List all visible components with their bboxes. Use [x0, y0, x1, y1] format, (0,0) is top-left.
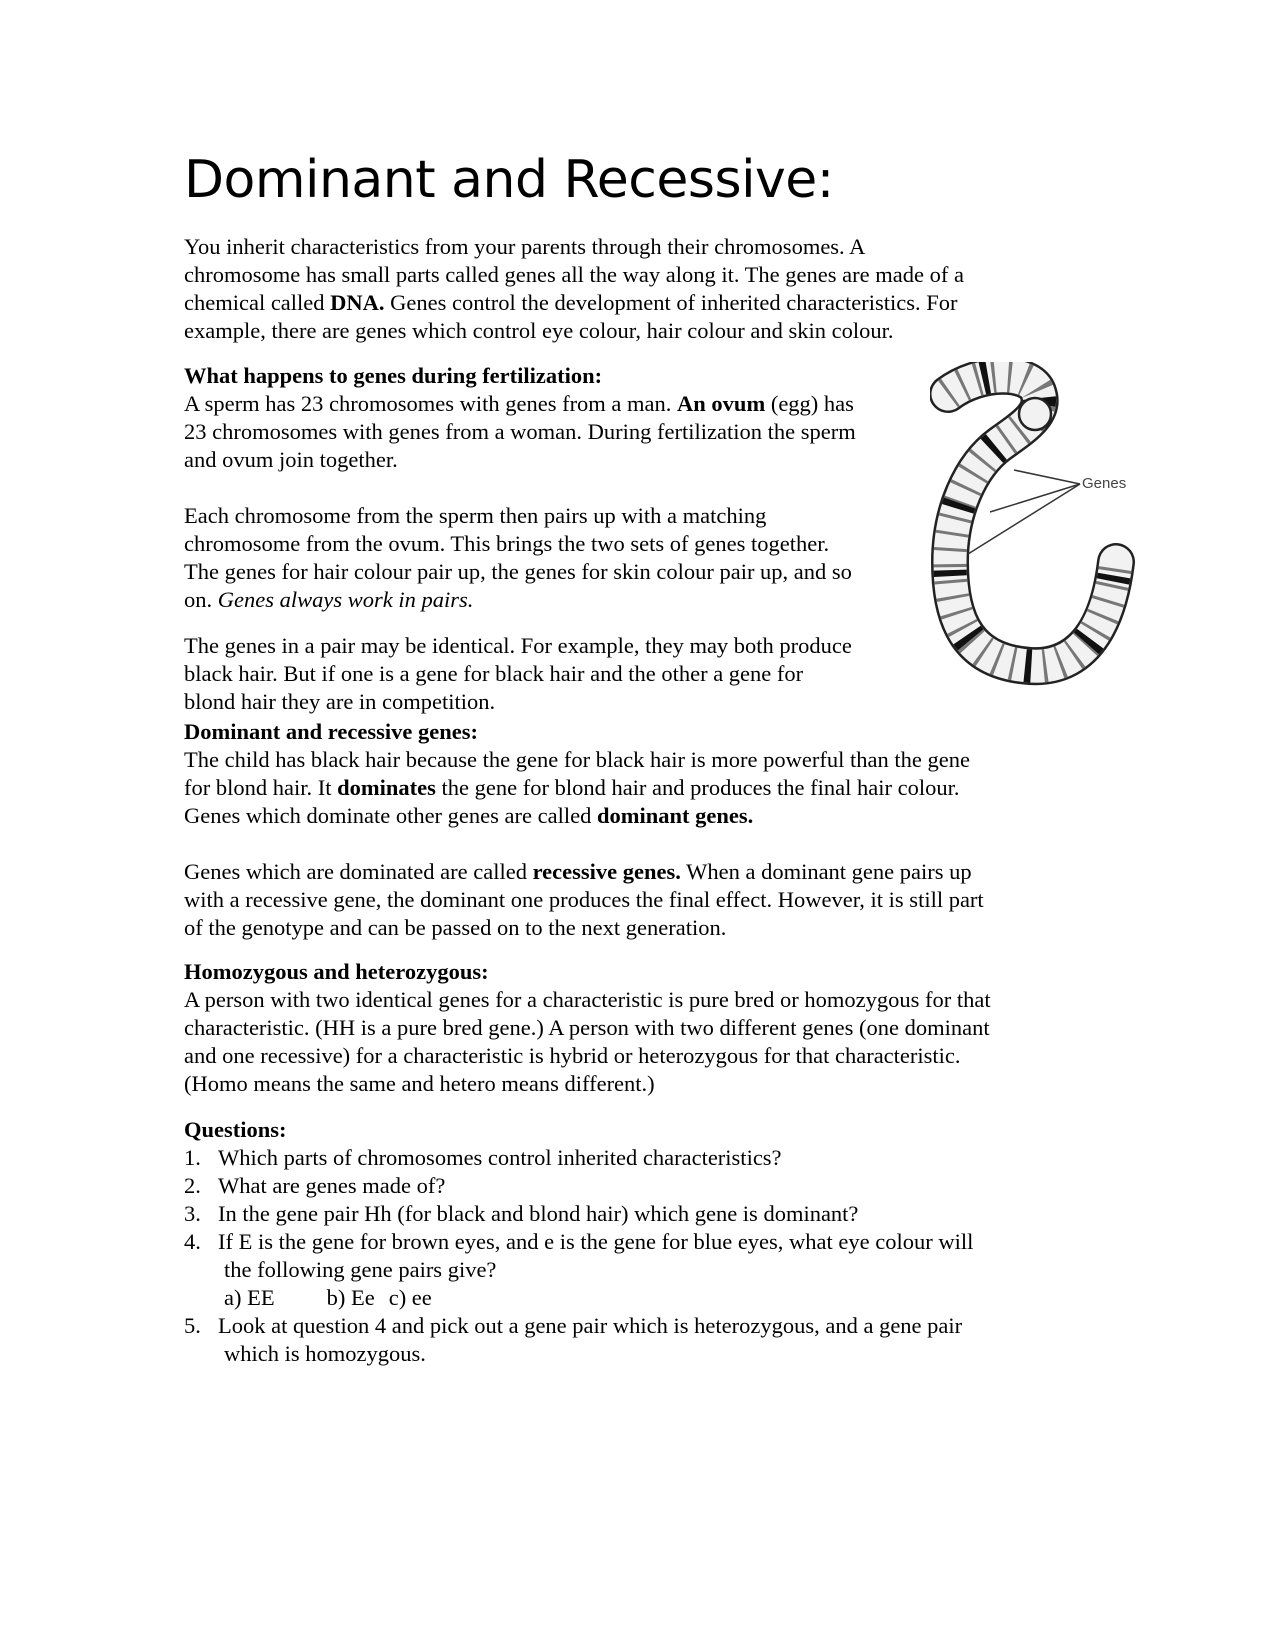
intro-line [184, 289, 964, 317]
page-title: Dominant and Recessive: [184, 150, 834, 210]
question-item [184, 1312, 973, 1368]
dominant-genes-term: dominant genes. [596, 803, 754, 828]
text-run: for blond hair. It [184, 775, 338, 800]
text-run: Genes control the development of inherited characteristics. For [384, 290, 958, 315]
ovum-term: An ovum [677, 391, 766, 416]
paragraph-line: A person with two identical genes for a characteristic is pure bred or homozygous for that [184, 987, 991, 1012]
text-run: Genes which dominate other genes are called [184, 803, 597, 828]
paragraph-line: The genes for hair colour pair up, the genes for skin colour pair up, and so [184, 559, 852, 584]
pointer-line [990, 484, 1080, 512]
intro-line: example, there are genes which control eye colour, hair colour and skin colour. [184, 318, 894, 343]
fertilization-section [184, 362, 856, 474]
paragraph-line: blond hair they are in competition. [184, 689, 496, 714]
text-run: the gene for blond hair and produces the final hair colour. [435, 775, 960, 800]
question-number: 2. [184, 1173, 201, 1198]
competition-paragraph [184, 632, 852, 716]
paragraph-line: and one recessive) for a characteristic is hybrid or heterozygous for that characteristic. [184, 1043, 961, 1068]
paragraph-line: Each chromosome from the sperm then pairs up with a matching [184, 503, 767, 528]
paragraph-line: black hair. But if one is a gene for black hair and the other a gene for [184, 661, 804, 686]
question-number: 5. [184, 1313, 201, 1338]
question-text: Which parts of chromosomes control inherited characteristics? [218, 1145, 782, 1170]
text-run: (egg) has [765, 391, 854, 416]
answer-options [218, 1284, 973, 1312]
paragraph-line: 23 chromosomes with genes from a woman. During fertilization the sperm [184, 419, 856, 444]
question-item [184, 1200, 973, 1228]
section-heading: Homozygous and heterozygous: [184, 959, 489, 984]
question-text: In the gene pair Hh (for black and blond hair) which gene is dominant? [218, 1201, 859, 1226]
question-item [184, 1144, 973, 1172]
option-c: c) ee [388, 1285, 432, 1310]
paragraph-line: The child has black hair because the gene for black hair is more powerful than the gene [184, 747, 970, 772]
recessive-paragraph [184, 858, 984, 942]
option-b: b) Ee [326, 1285, 375, 1310]
pairing-paragraph [184, 502, 852, 614]
section-heading: Dominant and recessive genes: [184, 719, 478, 744]
genes-label: Genes [1082, 475, 1127, 492]
text-run: A sperm has 23 chromosomes with genes from a man. [184, 391, 678, 416]
question-text: Look at question 4 and pick out a gene pair which is heterozygous, and a gene pair [218, 1313, 963, 1338]
paragraph-line: of the genotype and can be passed on to the next generation. [184, 915, 727, 940]
dominates-term: dominates [337, 775, 436, 800]
dna-term: DNA. [330, 290, 385, 315]
questions-section [184, 1116, 973, 1368]
paragraph-line [184, 858, 984, 886]
question-number: 4. [184, 1229, 201, 1254]
paragraph-line: and ovum join together. [184, 447, 398, 472]
question-number: 1. [184, 1145, 201, 1170]
recessive-genes-term: recessive genes. [532, 859, 681, 884]
intro-line: chromosome has small parts called genes all the way along it. The genes are made of a [184, 262, 964, 287]
question-text: which is homozygous. [224, 1341, 426, 1366]
question-item [184, 1228, 973, 1312]
paragraph-line [184, 802, 970, 830]
intro-line: You inherit characteristics from your parents through their chromosomes. A [184, 234, 866, 259]
paragraph-line: The genes in a pair may be identical. For example, they may both produce [184, 633, 852, 658]
section-heading: Questions: [184, 1117, 287, 1142]
emphasis-text: Genes always work in pairs. [217, 587, 474, 612]
section-heading: What happens to genes during fertilization: [184, 363, 603, 388]
paragraph-line [184, 586, 852, 614]
paragraph-line: characteristic. (HH is a pure bred gene.) A person with two different genes (one dominant [184, 1015, 990, 1040]
question-text: the following gene pairs give? [224, 1257, 497, 1282]
paragraph-line: with a recessive gene, the dominant one produces the final effect. However, it is still part [184, 887, 984, 912]
text-run: When a dominant gene pairs up [680, 859, 972, 884]
pointer-line [1014, 470, 1080, 484]
text-run: on. [184, 587, 218, 612]
question-text: What are genes made of? [218, 1173, 446, 1198]
question-number: 3. [184, 1201, 201, 1226]
paragraph-line: chromosome from the ovum. This brings the two sets of genes together. [184, 531, 830, 556]
text-run: chemical called [184, 290, 331, 315]
question-item [184, 1172, 973, 1200]
paragraph-line: (Homo means the same and hetero means different.) [184, 1071, 655, 1096]
paragraph-line [184, 774, 970, 802]
centromere [1019, 398, 1051, 430]
pointer-line [968, 484, 1080, 554]
homozygous-section [184, 958, 991, 1098]
question-text: If E is the gene for brown eyes, and e is the gene for blue eyes, what eye colour will [218, 1229, 974, 1254]
dominant-section [184, 718, 970, 830]
text-run: Genes which are dominated are called [184, 859, 533, 884]
chromosome-figure [930, 362, 1170, 697]
option-a: a) EE [224, 1285, 275, 1310]
paragraph-line [184, 390, 856, 418]
intro-paragraph [184, 233, 964, 345]
